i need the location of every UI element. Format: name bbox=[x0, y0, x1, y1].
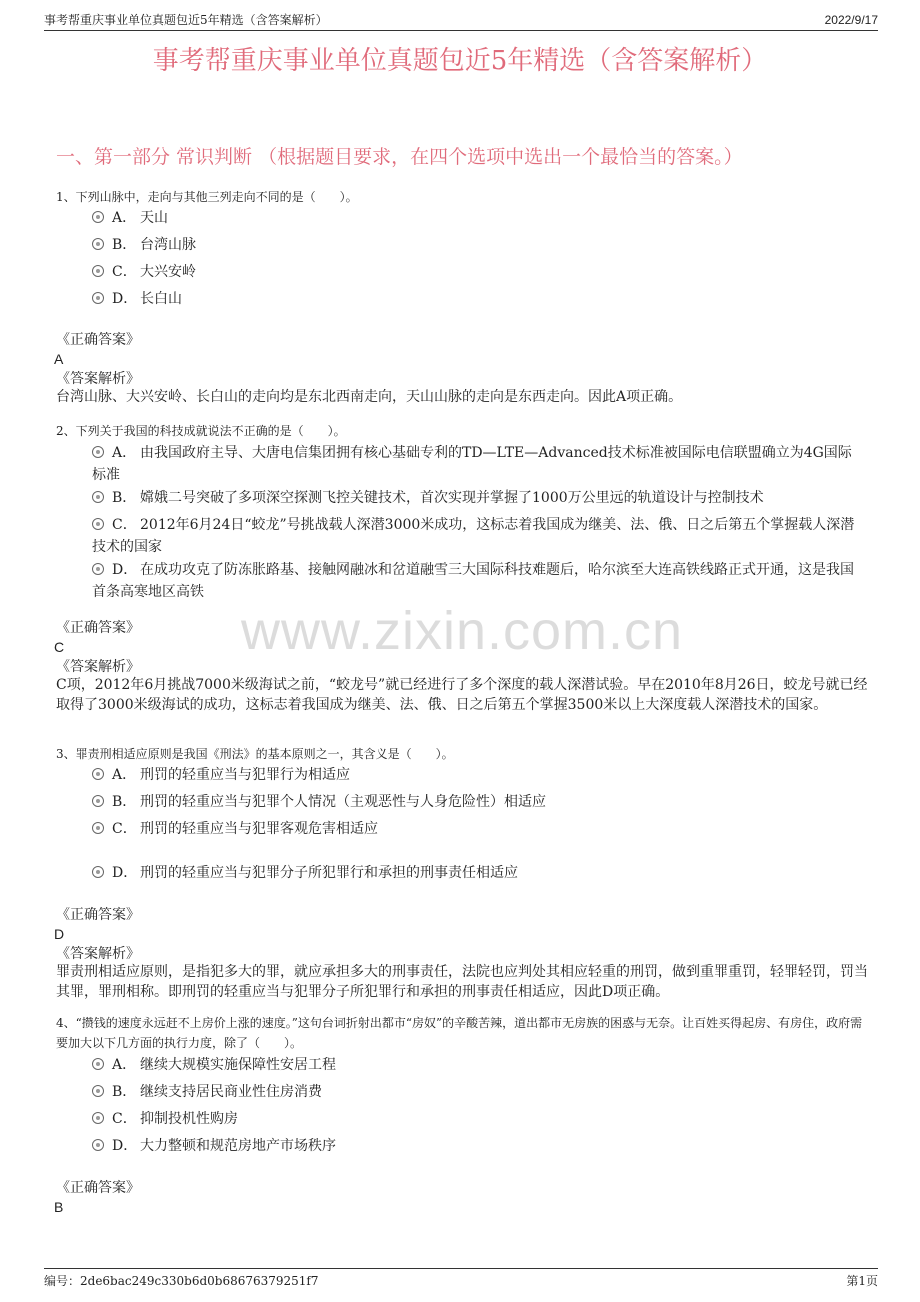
radio-icon[interactable] bbox=[92, 265, 104, 277]
radio-icon[interactable] bbox=[92, 1058, 104, 1070]
question-3-option-c[interactable]: C． 刑罚的轻重应当与犯罪客观危害相适应 bbox=[92, 818, 864, 840]
page-header bbox=[44, 12, 878, 31]
question-2-analysis: C项，2012年6月挑战7000米级海试之前，“蛟龙号”就已经进行了多个深度的载人深潜试验。早在2010年8月26日，蛟龙号就已经取得了3000米级海试的成功，这标志着我国成为继美、法、俄、日之后第五个掌握3500米以上大深度载人深潜技术的国家。 bbox=[56, 677, 868, 713]
question-3-analysis: 罪责刑相适应原则，是指犯多大的罪，就应承担多大的刑事责任，法院也应判处其相应轻重的刑罚，做到重罪重罚，轻罪轻罚，罚当其罪，罪刑相称。即刑罚的轻重应当与犯罪分子所犯罪行和承担的刑事责任相适应，因此D项正确。 bbox=[56, 964, 868, 1000]
radio-icon[interactable] bbox=[92, 563, 104, 575]
header-date: 2022/9/17 bbox=[824, 13, 878, 27]
answer-label: 《正确答案》 bbox=[56, 907, 140, 923]
analysis-label: 《答案解析》 bbox=[56, 371, 140, 387]
radio-icon[interactable] bbox=[92, 822, 104, 834]
radio-icon[interactable] bbox=[92, 238, 104, 250]
answer-label: 《正确答案》 bbox=[56, 332, 140, 348]
radio-icon[interactable] bbox=[92, 1085, 104, 1097]
question-1-option-d[interactable]: D． 长白山 bbox=[92, 288, 864, 310]
question-2-answer: C bbox=[54, 639, 65, 655]
analysis-label: 《答案解析》 bbox=[56, 659, 140, 675]
radio-icon[interactable] bbox=[92, 1112, 104, 1124]
question-3-text: 3、罪责刑相适应原则是我国《刑法》的基本原则之一，其含义是（ ）。 bbox=[56, 747, 454, 761]
radio-icon[interactable] bbox=[92, 491, 104, 503]
question-2-option-c[interactable]: C． 2012年6月24日“蛟龙”号挑战载人深潜3000米成功，这标志着我国成为继美、法、俄、日之后第五个掌握载人深潜技术的国家 bbox=[92, 517, 855, 555]
watermark: www.zixin.com.cn bbox=[240, 601, 684, 661]
radio-icon[interactable] bbox=[92, 866, 104, 878]
radio-icon[interactable] bbox=[92, 795, 104, 807]
question-3-option-d[interactable]: D． 刑罚的轻重应当与犯罪分子所犯罪行和承担的刑事责任相适应 bbox=[92, 862, 864, 884]
radio-icon[interactable] bbox=[92, 768, 104, 780]
question-1-text: 1、下列山脉中，走向与其他三列走向不同的是（ ）。 bbox=[56, 190, 358, 204]
analysis-label: 《答案解析》 bbox=[56, 946, 140, 962]
question-4-option-b[interactable]: B． 继续支持居民商业性住房消费 bbox=[92, 1081, 864, 1103]
question-3-option-b[interactable]: B． 刑罚的轻重应当与犯罪个人情况（主观恶性与人身危险性）相适应 bbox=[92, 791, 864, 813]
answer-label: 《正确答案》 bbox=[56, 1180, 140, 1196]
question-1-answer: A bbox=[54, 351, 64, 367]
question-4-text: 4、“攒钱的速度永远赶不上房价上涨的速度。”这句台词折射出都市“房奴”的辛酸苦辣，道出都市无房族的困惑与无奈。让百姓买得起房、有房住，政府需要加大以下几方面的执行力度，除了（ ）。 bbox=[56, 1016, 863, 1050]
document-code: 编号：2de6bac249c330b6d0b68676379251f7 bbox=[44, 1274, 319, 1288]
question-3-option-a[interactable]: A． 刑罚的轻重应当与犯罪行为相适应 bbox=[92, 764, 864, 786]
question-2-option-a[interactable]: A． 由我国政府主导、大唐电信集团拥有核心基础专利的TD—LTE—Advanced技术标准被国际电信联盟确立为4G国际标准 bbox=[92, 445, 852, 483]
header-title: 事考帮重庆事业单位真题包近5年精选（含答案解析） bbox=[44, 13, 328, 27]
page-footer bbox=[44, 1268, 878, 1288]
question-4-option-c[interactable]: C． 抑制投机性购房 bbox=[92, 1108, 864, 1130]
question-3-answer: D bbox=[54, 926, 65, 942]
question-1-option-a[interactable]: A． 天山 bbox=[92, 207, 864, 229]
question-1-option-c[interactable]: C． 大兴安岭 bbox=[92, 261, 864, 283]
page-number: 第1页 bbox=[846, 1274, 878, 1288]
document-title: 事考帮重庆事业单位真题包近5年精选（含答案解析） bbox=[152, 46, 768, 76]
radio-icon[interactable] bbox=[92, 211, 104, 223]
answer-label: 《正确答案》 bbox=[56, 620, 140, 636]
question-2-option-d[interactable]: D． 在成功攻克了防冻胀路基、接触网融冰和岔道融雪三大国际科技难题后，哈尔滨至大连高铁线路正式开通，这是我国首条高寒地区高铁 bbox=[92, 562, 854, 600]
question-4-answer: B bbox=[54, 1199, 64, 1215]
radio-icon[interactable] bbox=[92, 446, 104, 458]
question-1-analysis: 台湾山脉、大兴安岭、长白山的走向均是东北西南走向，天山山脉的走向是东西走向。因此A项正确。 bbox=[56, 389, 683, 405]
radio-icon[interactable] bbox=[92, 518, 104, 530]
question-1-option-b[interactable]: B． 台湾山脉 bbox=[92, 234, 864, 256]
question-4-option-a[interactable]: A． 继续大规模实施保障性安居工程 bbox=[92, 1054, 864, 1076]
radio-icon[interactable] bbox=[92, 292, 104, 304]
section-title: 一、第一部分 常识判断 （根据题目要求，在四个选项中选出一个最恰当的答案。） bbox=[56, 146, 743, 168]
question-4-option-d[interactable]: D． 大力整顿和规范房地产市场秩序 bbox=[92, 1135, 864, 1157]
question-2-text: 2、下列关于我国的科技成就说法不正确的是（ ）。 bbox=[56, 424, 346, 438]
radio-icon[interactable] bbox=[92, 1139, 104, 1151]
question-2-option-b[interactable]: B． 嫦娥二号突破了多项深空探测飞控关键技术，首次实现并掌握了1000万公里远的轨道设计与控制技术 bbox=[92, 487, 864, 509]
